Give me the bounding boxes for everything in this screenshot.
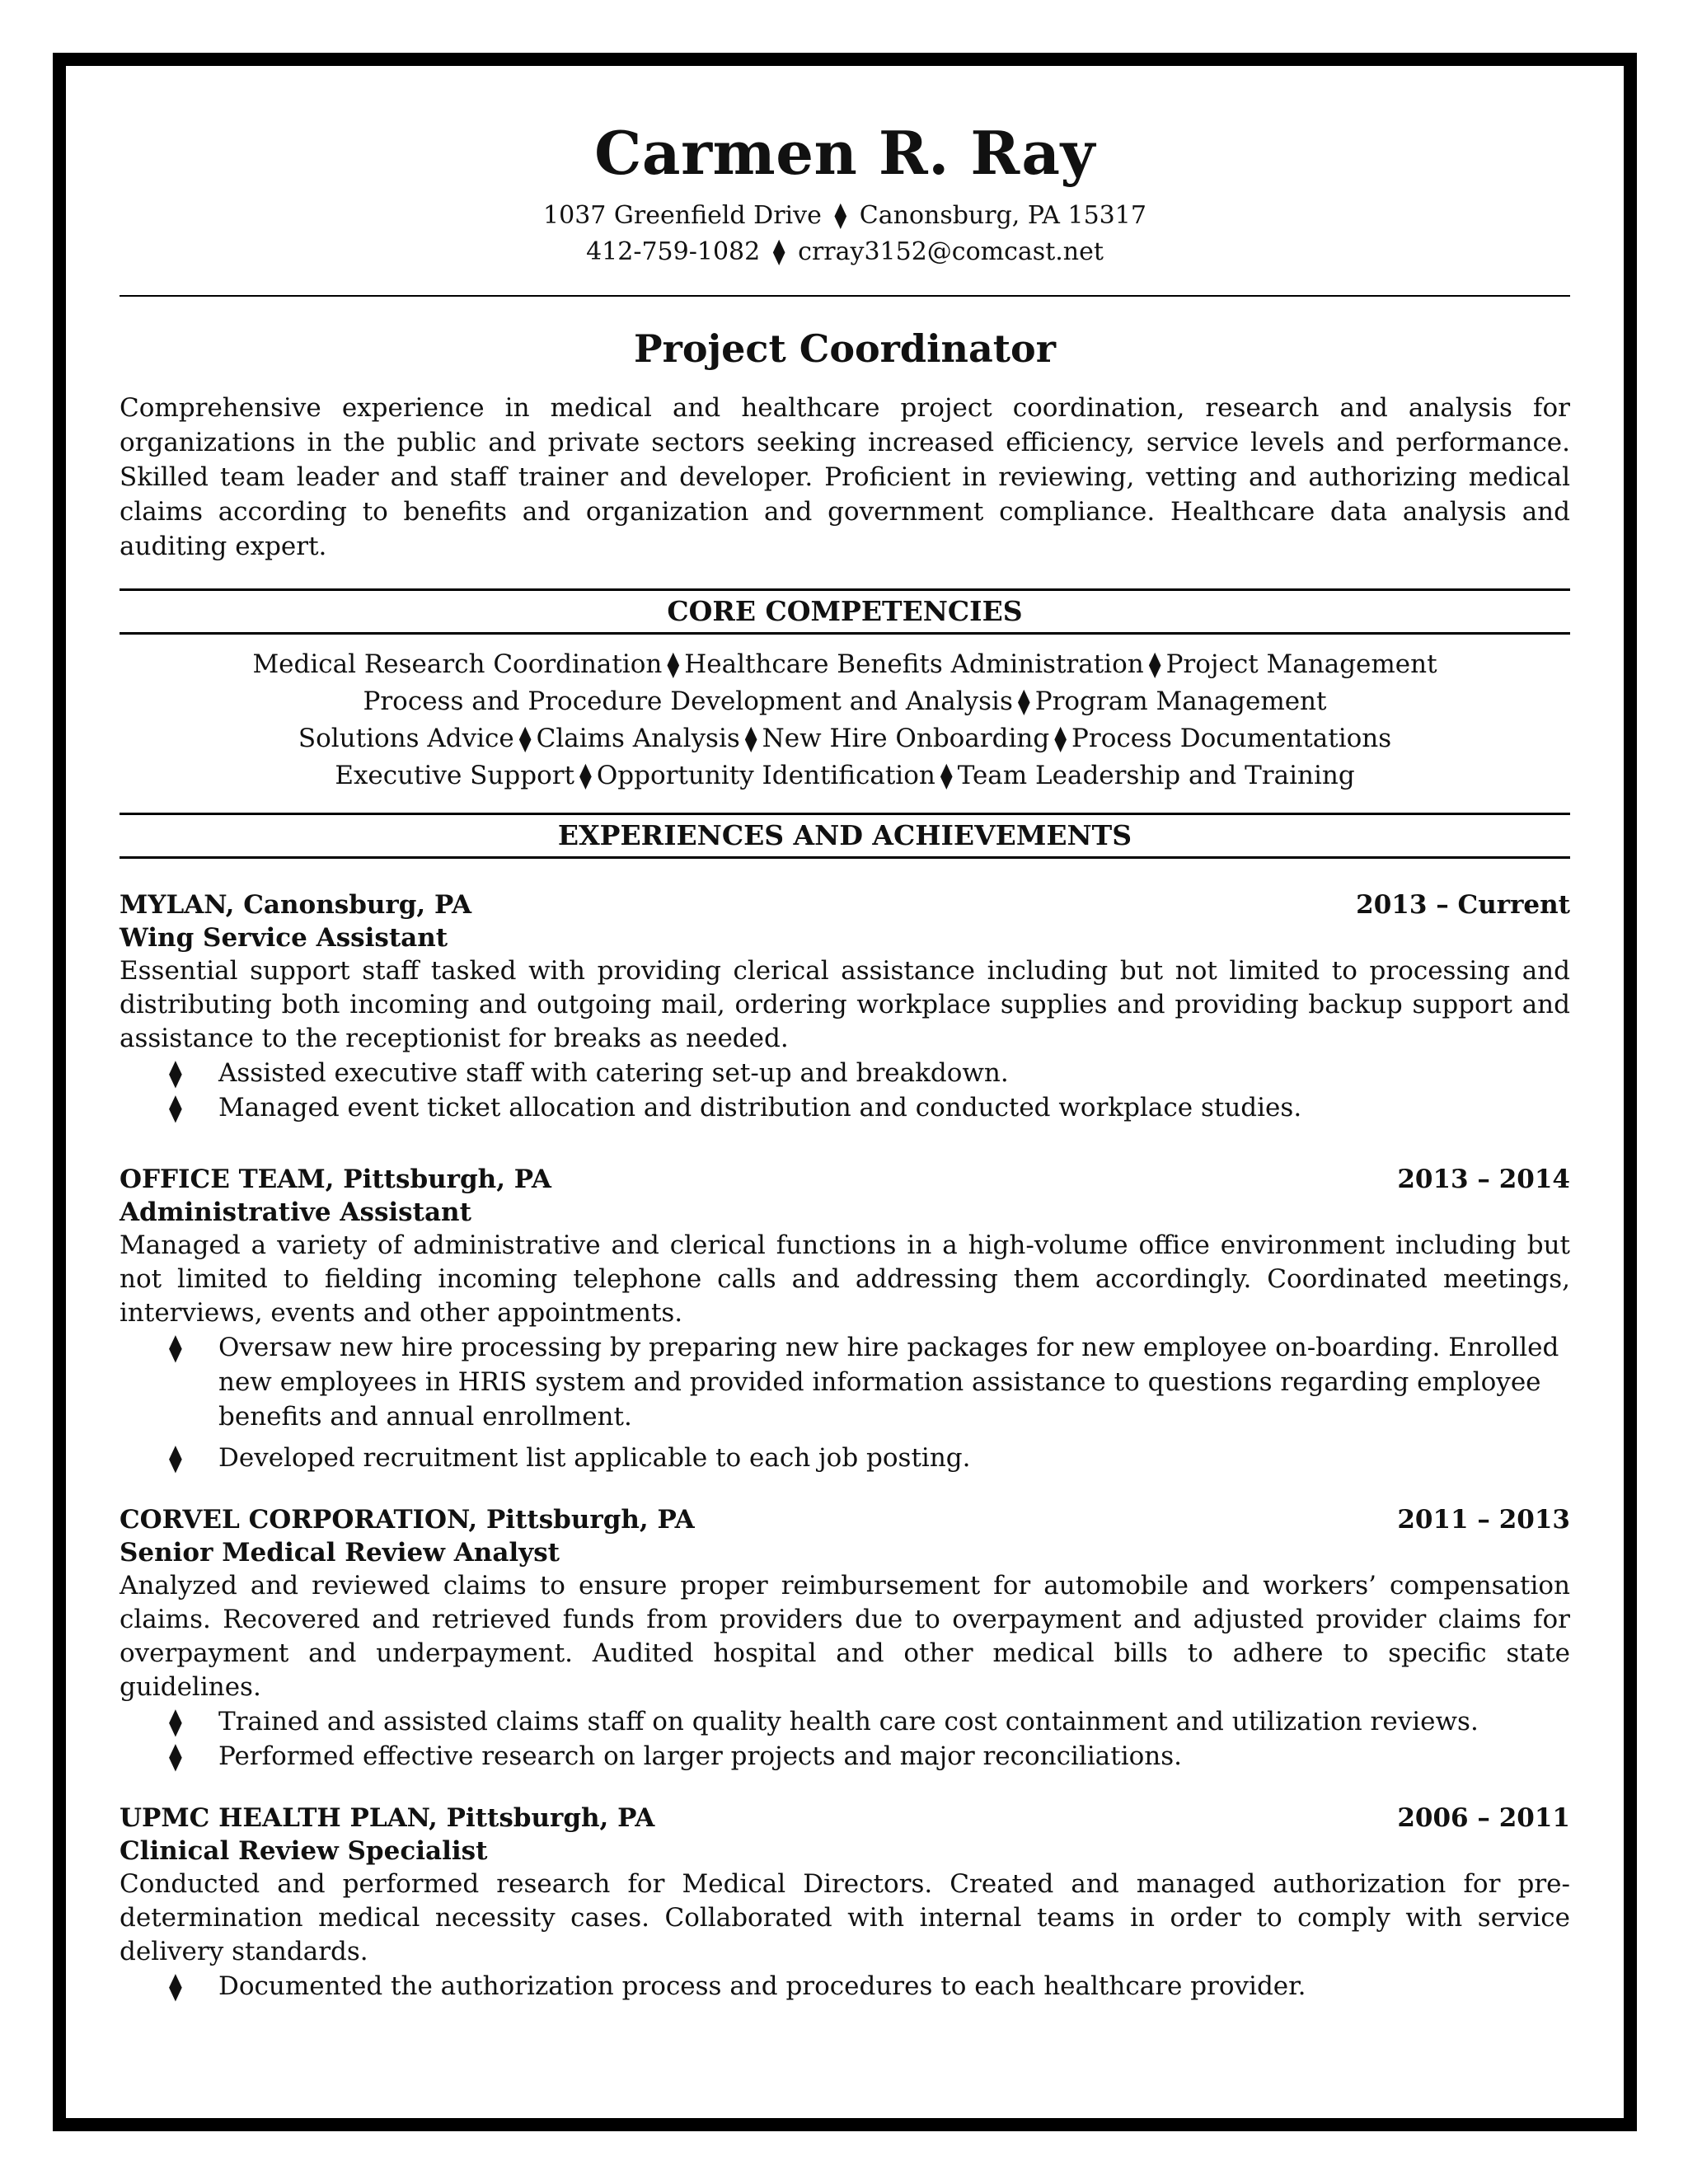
job-description: Analyzed and reviewed claims to ensure proper reimbursement for automobile and workers’ compensation claims. Recovered and retrieved funds from providers due to overpayment and adjusted provider claims for overpayment and underpayment. Audited hospital and other medical bills to adhere to specific state guidelines.	[120, 1571, 1570, 1702]
company-location: OFFICE TEAM, Pittsburgh, PA	[120, 1165, 551, 1194]
diamond-bullet-icon: ⧫	[169, 1706, 182, 1737]
job-header	[120, 1163, 1570, 1196]
job-role: Senior Medical Review Analyst	[120, 1538, 560, 1568]
diamond-bullet-icon: ⧫	[169, 1741, 182, 1772]
achievement-item	[120, 1704, 1570, 1739]
diamond-separator-icon: ⧫	[940, 762, 953, 790]
job-role: Wing Service Assistant	[120, 923, 448, 953]
achievement-text: Oversaw new hire processing by preparing new hire packages for new employee on-boarding. Enrolled new employees in HRIS system and provided information assistance to questions regarding employee benefits and annual enrollment.	[218, 1333, 1559, 1432]
job-entry	[120, 1163, 1570, 1475]
competency-row	[120, 646, 1570, 683]
competency-item: Executive Support	[335, 761, 575, 790]
email-address[interactable]: crray3152@comcast.net	[798, 237, 1104, 266]
job-description: Essential support staff tasked with providing clerical assistance including but not limited to processing and distributing both incoming and outgoing mail, ordering workplace supplies and providing backup support and assistance to the receptionist for breaks as needed.	[120, 956, 1570, 1053]
contact-block	[120, 198, 1570, 270]
diamond-separator-icon: ⧫	[1017, 687, 1030, 716]
diamond-separator-icon: ⧫	[518, 724, 532, 753]
diamond-separator-icon: ⧫	[834, 201, 847, 230]
competencies-heading: CORE COMPETENCIES	[120, 588, 1570, 635]
job-entry	[120, 888, 1570, 1125]
diamond-bullet-icon: ⧫	[169, 1332, 182, 1363]
job-entry	[120, 1503, 1570, 1774]
competency-item: Solutions Advice	[298, 724, 514, 753]
employment-dates: 2013 – 2014	[1397, 1165, 1570, 1194]
phone-email-line	[120, 234, 1570, 270]
competency-row	[120, 720, 1570, 757]
achievement-item	[120, 1056, 1570, 1090]
achievement-item	[120, 1330, 1570, 1434]
diamond-bullet-icon: ⧫	[169, 1971, 182, 2002]
diamond-separator-icon: ⧫	[772, 237, 785, 266]
address-line	[120, 198, 1570, 234]
achievement-text: Developed recruitment list applicable to each job posting.	[218, 1443, 971, 1473]
competency-item: Claims Analysis	[536, 724, 740, 753]
achievement-item	[120, 1090, 1570, 1125]
competency-item: Process and Procedure Development and Analysis	[363, 687, 1013, 716]
job-header	[120, 1503, 1570, 1536]
employment-dates: 2006 – 2011	[1397, 1803, 1570, 1833]
achievement-item	[120, 1969, 1570, 2004]
competency-item: Team Leadership and Training	[957, 761, 1355, 790]
company-location: UPMC HEALTH PLAN, Pittsburgh, PA	[120, 1803, 655, 1833]
company-location: CORVEL CORPORATION, Pittsburgh, PA	[120, 1505, 695, 1535]
job-header	[120, 1802, 1570, 1835]
job-entry	[120, 1802, 1570, 2004]
street-address: 1037 Greenfield Drive	[543, 201, 822, 230]
diamond-separator-icon: ⧫	[667, 650, 680, 679]
competency-item: Healthcare Benefits Administration	[684, 649, 1144, 679]
job-description: Conducted and performed research for Medical Directors. Created and managed authorization for pre-determination medical necessity cases. Collaborated with internal teams in order to comply with service delivery standards.	[120, 1869, 1570, 1966]
achievement-text: Managed event ticket allocation and distribution and conducted workplace studies.	[218, 1093, 1302, 1122]
achievement-list	[120, 1330, 1570, 1475]
job-role: Clinical Review Specialist	[120, 1836, 488, 1866]
competency-item: Medical Research Coordination	[252, 649, 663, 679]
achievement-item	[120, 1441, 1570, 1475]
diamond-separator-icon: ⧫	[744, 724, 757, 753]
job-description: Managed a variety of administrative and clerical functions in a high-volume office environment including but not limited to fielding incoming telephone calls and addressing them accordingly. Coordinated meetings, interviews, events and other appointments.	[120, 1230, 1570, 1328]
diamond-bullet-icon: ⧫	[169, 1442, 182, 1474]
diamond-separator-icon: ⧫	[1054, 724, 1067, 753]
achievement-text: Documented the authorization process and procedures to each healthcare provider.	[218, 1971, 1306, 2001]
phone-number: 412-759-1082	[586, 237, 761, 266]
job-role: Administrative Assistant	[120, 1197, 471, 1227]
diamond-separator-icon: ⧫	[1148, 650, 1161, 679]
competencies-list	[120, 646, 1570, 794]
achievement-text: Trained and assisted claims staff on quality health care cost containment and utilization reviews.	[218, 1707, 1479, 1736]
competency-item: Opportunity Identification	[596, 761, 935, 790]
achievement-list	[120, 1704, 1570, 1774]
diamond-bullet-icon: ⧫	[169, 1057, 182, 1089]
candidate-name: Carmen R. Ray	[594, 118, 1095, 188]
achievement-text: Assisted executive staff with catering set-up and breakdown.	[218, 1058, 1009, 1088]
diamond-bullet-icon: ⧫	[169, 1092, 182, 1123]
job-header	[120, 888, 1570, 921]
employment-dates: 2013 – Current	[1356, 890, 1570, 920]
experience-list	[120, 888, 1570, 2004]
competency-item: Project Management	[1165, 649, 1437, 679]
experience-heading: EXPERIENCES AND ACHIEVEMENTS	[120, 813, 1570, 859]
city-state-zip: Canonsburg, PA 15317	[859, 201, 1146, 230]
resume	[120, 118, 1570, 2004]
professional-summary: Comprehensive experience in medical and healthcare project coordination, research and analysis for organizations in the public and private sectors seeking increased efficiency, service levels and performance. Skilled team leader and staff trainer and developer. Proficient in reviewing, vetting and authorizing medical claims according to benefits and organization and government compliance. Healthcare data analysis and auditing expert.	[120, 393, 1570, 561]
diamond-separator-icon: ⧫	[579, 762, 592, 790]
competency-item: Program Management	[1034, 687, 1327, 716]
achievement-list	[120, 1969, 1570, 2004]
employment-dates: 2011 – 2013	[1397, 1505, 1570, 1535]
achievement-text: Performed effective research on larger projects and major reconciliations.	[218, 1741, 1182, 1771]
competency-row	[120, 683, 1570, 720]
competency-row	[120, 757, 1570, 794]
competency-item: New Hire Onboarding	[762, 724, 1050, 753]
header-divider	[120, 295, 1570, 297]
job-target-title: Project Coordinator	[634, 326, 1056, 371]
achievement-list	[120, 1056, 1570, 1125]
company-location: MYLAN, Canonsburg, PA	[120, 890, 472, 920]
achievement-item	[120, 1739, 1570, 1774]
competency-item: Process Documentations	[1071, 724, 1392, 753]
